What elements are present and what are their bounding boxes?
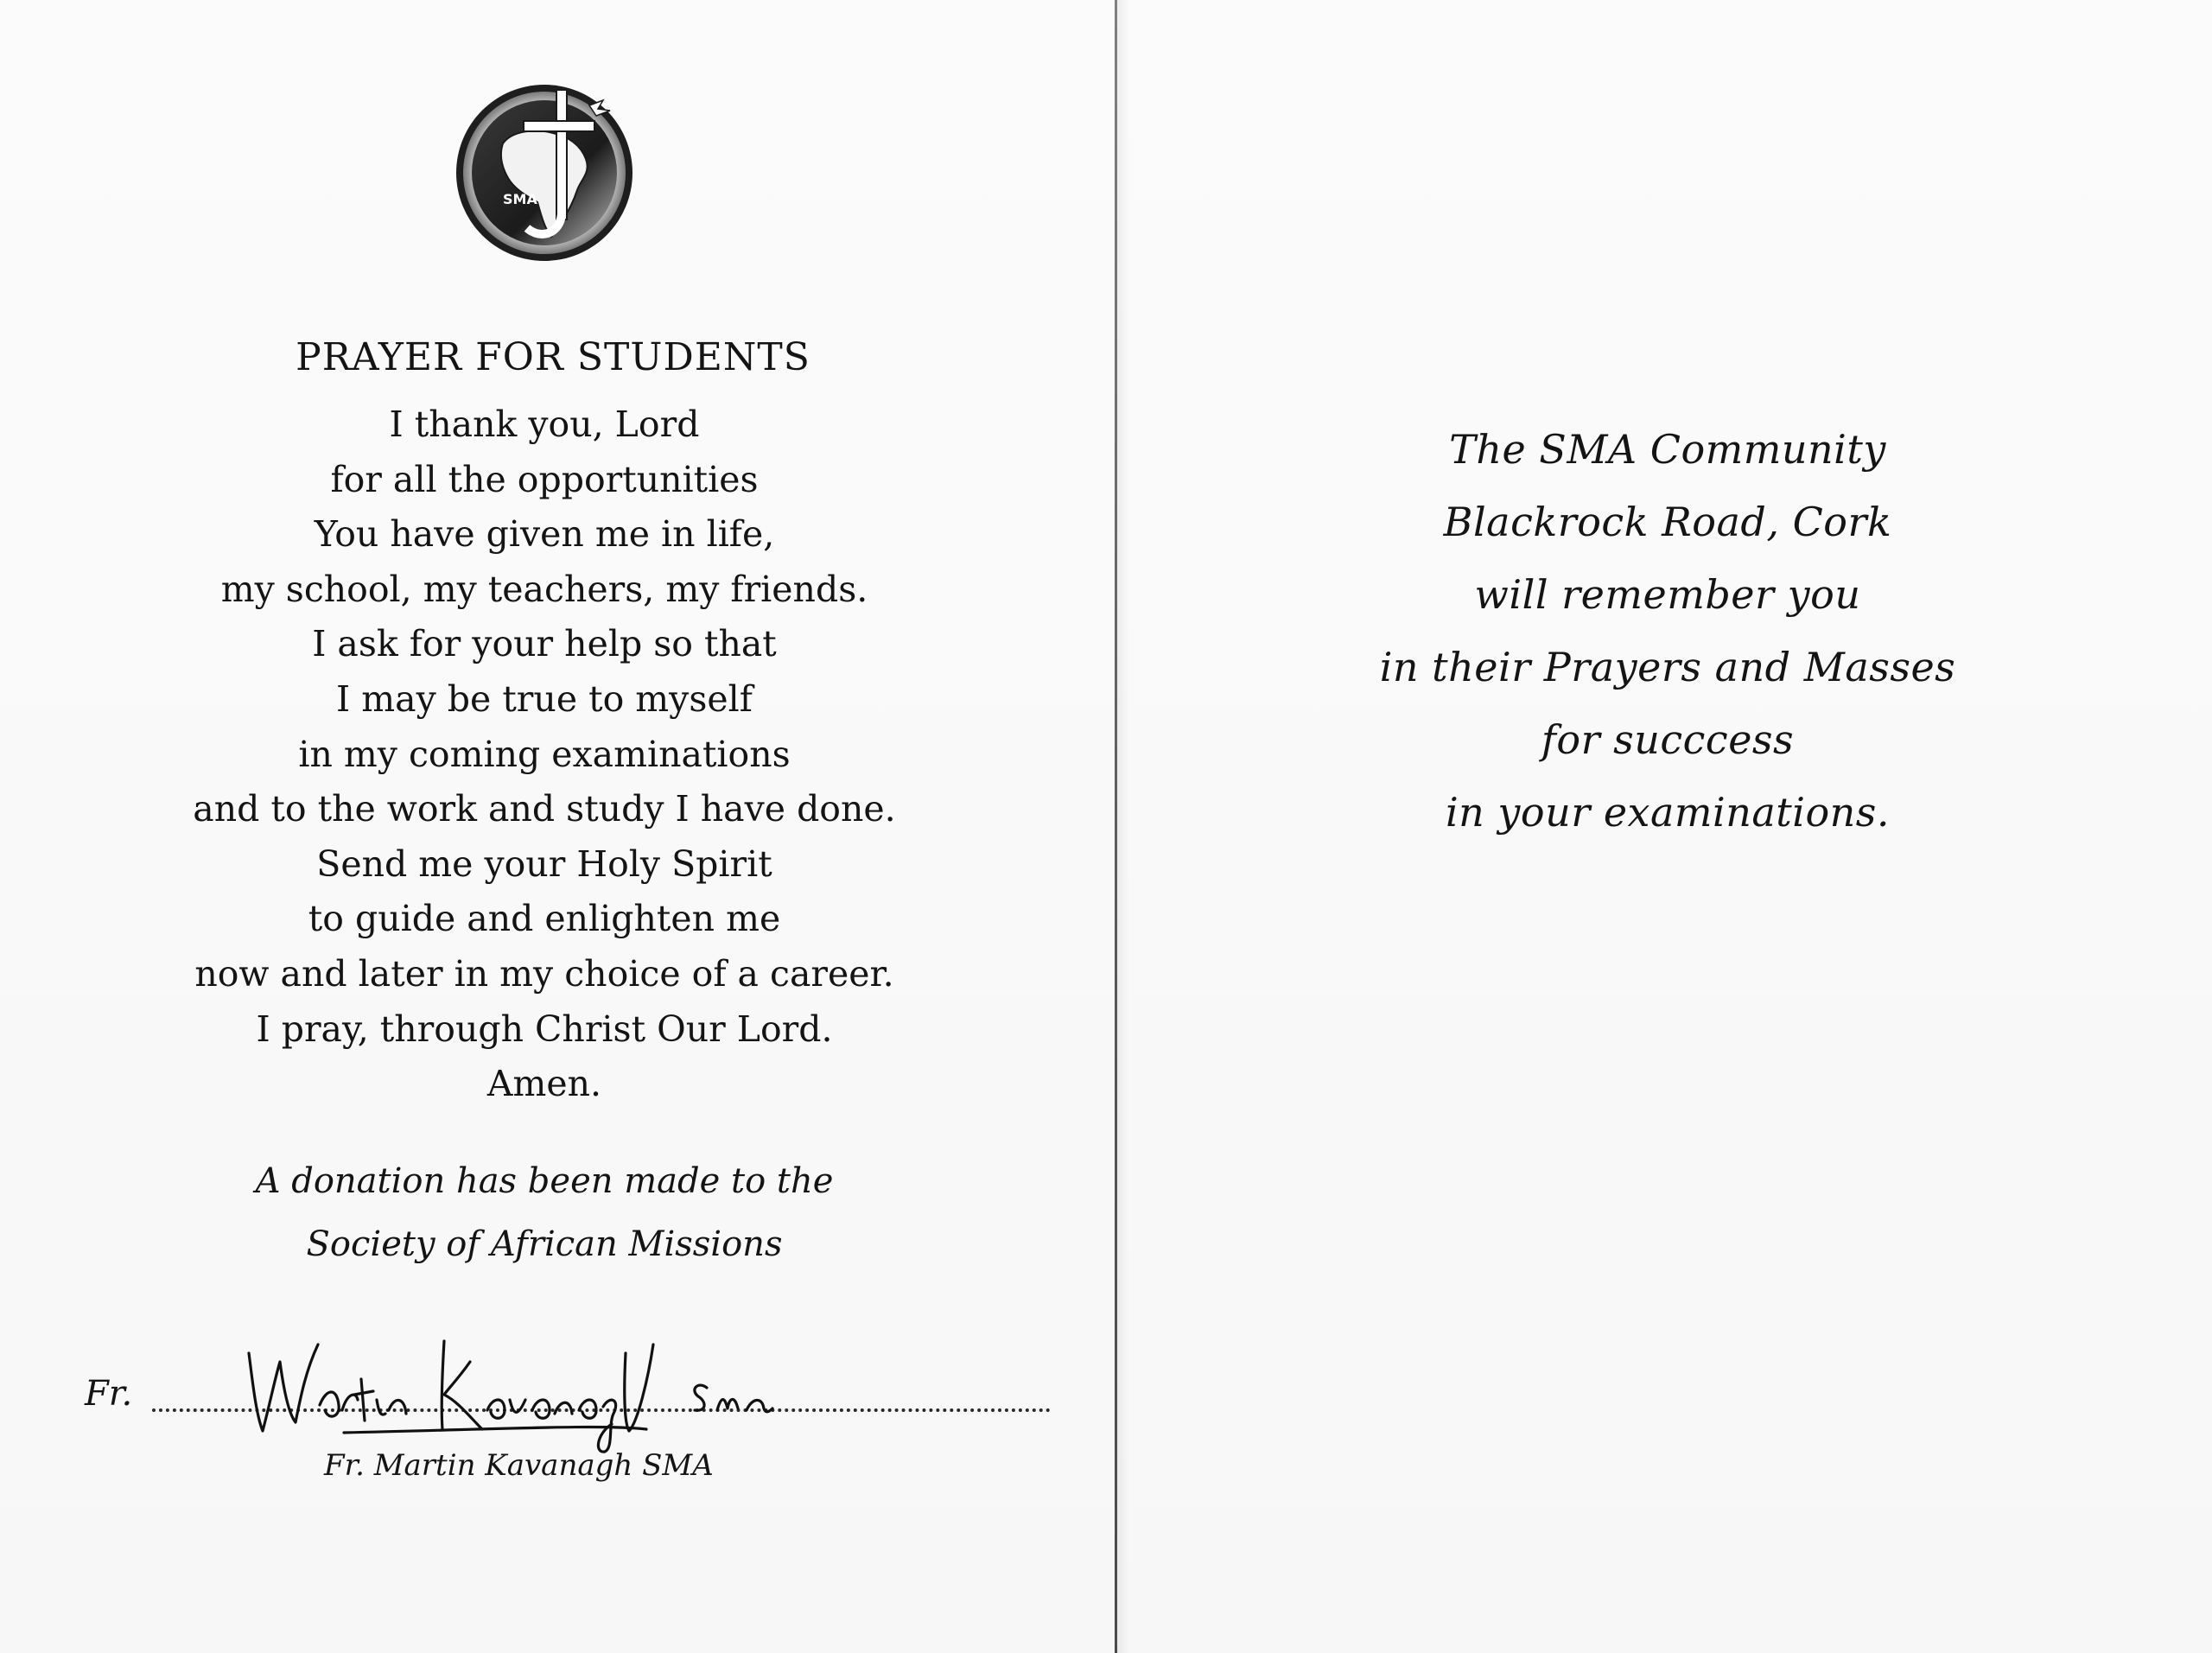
prayer-line: in my coming examinations <box>298 733 791 775</box>
community-message-panel <box>1262 413 2074 849</box>
prayer-line: You have given me in life, <box>314 513 775 556</box>
prayer-line: my school, my teachers, my friends. <box>220 568 868 610</box>
printed-signature-name: Fr. Martin Kavanagh SMA <box>324 1448 714 1483</box>
community-line: in your examinations. <box>1445 789 1891 836</box>
prayer-line-amen: Amen. <box>486 1063 602 1105</box>
community-line: Blackrock Road, Cork <box>1443 499 1892 545</box>
signature-row <box>85 1367 975 1427</box>
prayer-text <box>104 397 985 1112</box>
community-line: will remember you <box>1474 571 1861 618</box>
prayer-line: now and later in my choice of a career. <box>194 952 894 995</box>
logo-text: SMA <box>503 191 537 207</box>
handwritten-signature <box>240 1327 862 1457</box>
donation-line: Society of African Missions <box>306 1224 783 1264</box>
prayer-panel <box>104 311 985 1276</box>
donation-line: A donation has been made to the <box>255 1160 834 1201</box>
prayer-line: I pray, through Christ Our Lord. <box>256 1008 833 1050</box>
community-line: in their Prayers and Masses <box>1379 644 1956 690</box>
community-line: for succcess <box>1541 716 1795 763</box>
prayer-line: to guide and enlighten me <box>308 898 781 940</box>
prayer-line: Send me your Holy Spirit <box>316 842 772 885</box>
prayer-line: and to the work and study I have done. <box>193 788 896 830</box>
sma-logo-icon <box>451 76 638 263</box>
donation-note <box>104 1150 985 1276</box>
card-fold-shadow <box>1117 0 1129 1653</box>
prayer-line: I ask for your help so that <box>312 623 777 665</box>
prayer-line: for all the opportunities <box>330 458 759 500</box>
signature-prefix: Fr. <box>85 1374 133 1414</box>
prayer-title: PRAYER FOR STUDENTS <box>296 335 810 379</box>
community-line: The SMA Community <box>1449 426 1886 473</box>
prayer-line: I may be true to myself <box>336 677 753 720</box>
prayer-line: I thank you, Lord <box>389 404 700 445</box>
